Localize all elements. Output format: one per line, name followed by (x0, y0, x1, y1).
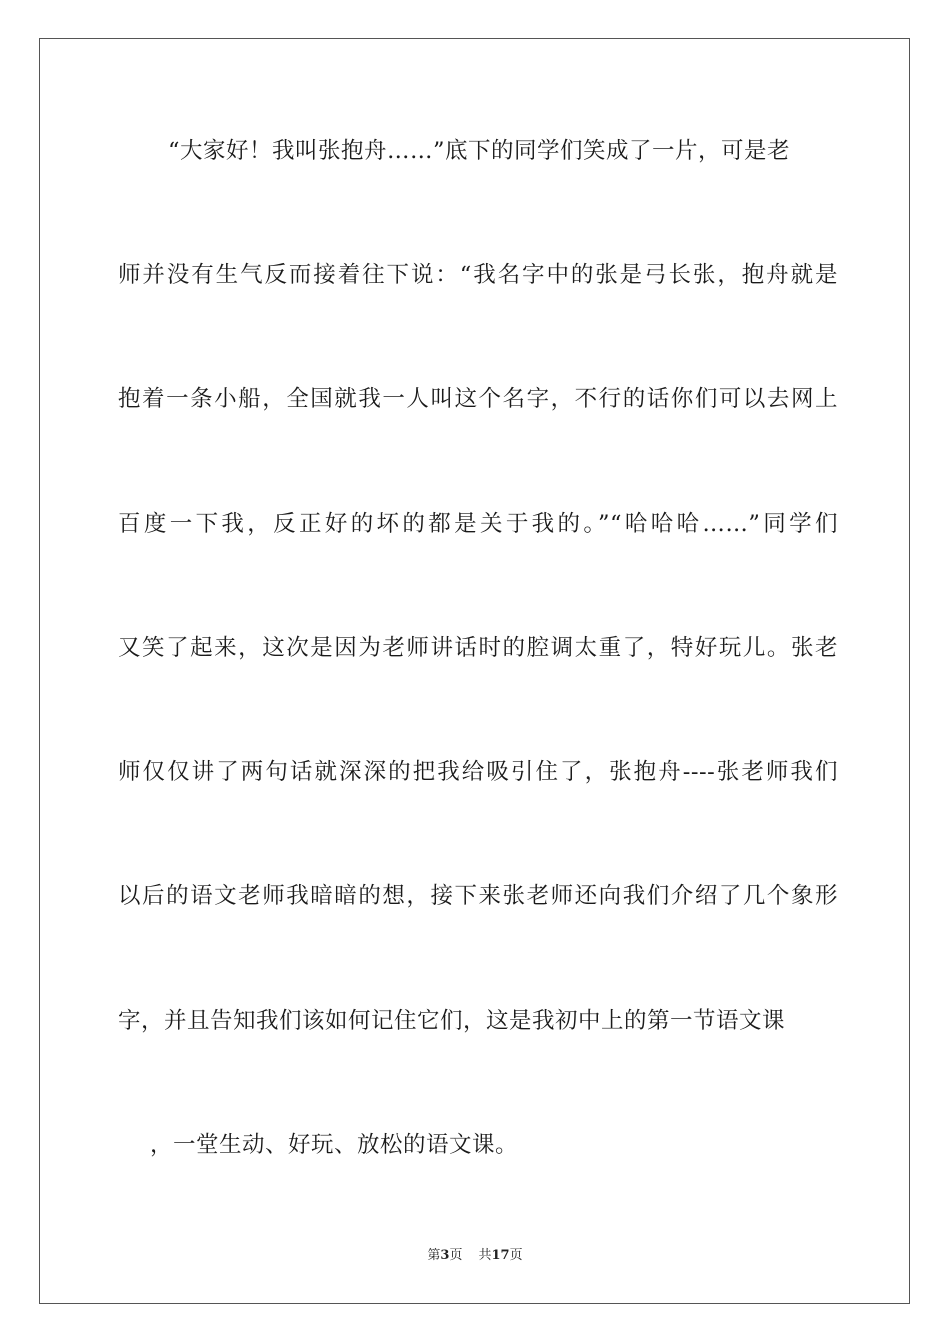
footer-total-pages: 17 (491, 1248, 510, 1263)
body-line-3: 抱着一条小船，全国就我一人叫这个名字，不行的话你们可以去网上 (118, 386, 838, 412)
body-line-8: 字，并且告知我们该如何记住它们，这是我初中上的第一节语文课 (118, 1008, 786, 1034)
footer-page-number: 3 (440, 1248, 450, 1263)
page-footer (0, 1247, 950, 1265)
body-line-5: 又笑了起来，这次是因为老师讲话时的腔调太重了，特好玩儿。张老 (118, 635, 838, 661)
body-line-7: 以后的语文老师我暗暗的想，接下来张老师还向我们介绍了几个象形 (118, 883, 838, 909)
body-line-9: ，一堂生动、好玩、放松的语文课。 (150, 1132, 519, 1158)
body-line-4: 百度一下我，反正好的坏的都是关于我的。”“哈哈哈……”同学们 (118, 511, 838, 537)
body-line-2: 师并没有生气反而接着往下说：“我名字中的张是弓长张，抱舟就是 (118, 262, 838, 288)
footer-total-prefix: 共 (478, 1248, 492, 1263)
footer-page-suffix: 页 (449, 1248, 463, 1263)
body-line-1: “大家好！我叫张抱舟……”底下的同学们笑成了一片，可是老 (168, 138, 791, 164)
footer-total-suffix: 页 (509, 1248, 523, 1263)
footer-page-prefix: 第 (427, 1248, 441, 1263)
page-border (39, 38, 910, 1304)
body-line-6: 师仅仅讲了两句话就深深的把我给吸引住了，张抱舟----张老师我们 (118, 759, 838, 785)
